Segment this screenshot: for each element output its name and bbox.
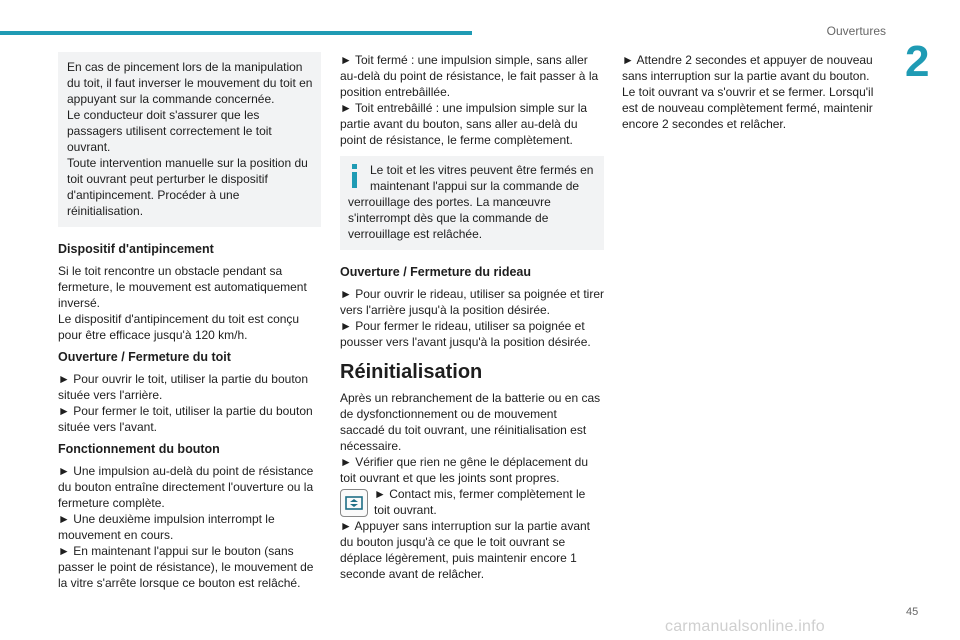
roof-heading: Ouverture / Fermeture du toit	[58, 350, 231, 364]
body-paragraph: ► Toit entrebâillé : une impulsion simple sur la partie avant du bouton, sans aller au-delà du point de résistance, le ferme complètement.	[340, 101, 588, 147]
info-text: Le toit et les vitres peuvent être fermés en maintenant l'appui sur la commande de verrouillage des portes. La manœuvre s'interrompt dès que la commande de verrouillage est relâchée.	[348, 163, 594, 241]
reset-paragraph: ► Vérifier que rien ne gêne le déplacement du toit ouvrant et que les joints sont propres.	[340, 455, 589, 485]
body-paragraph: ► Attendre 2 secondes et appuyer de nouveau sans interruption sur la partie avant du bouton.	[622, 53, 873, 83]
header-accent-bar	[0, 31, 472, 35]
reset-paragraph: Après un rebranchement de la batterie ou en cas de dysfonctionnement ou de mouvement saccadé du toit ouvrant, une réinitialisation est nécessaire.	[340, 391, 601, 453]
note-paragraph: En cas de pincement lors de la manipulation du toit, il faut inverser le mouvement du toit en appuyant sur la commande concernée.	[67, 60, 313, 106]
chapter-number: 2	[905, 37, 930, 86]
reset-paragraph: ► Contact mis, fermer complètement le toit ouvrant.	[374, 487, 586, 517]
button-paragraph: ► Une impulsion au-delà du point de résistance du bouton entraîne directement l'ouverture ou la fermeture complète.	[58, 464, 314, 510]
antipinch-paragraph: Si le toit rencontre un obstacle pendant sa fermeture, le mouvement est automatiquement inversé.	[58, 264, 307, 310]
antipinch-heading: Dispositif d'antipincement	[58, 242, 214, 256]
roof-paragraph: ► Pour fermer le toit, utiliser la partie du bouton située vers l'avant.	[58, 404, 313, 434]
watermark: carmanualsonline.info	[665, 618, 825, 635]
button-paragraph: ► Une deuxième impulsion interrompt le mouvement en cours.	[58, 512, 275, 542]
curtain-heading: Ouverture / Fermeture du rideau	[340, 265, 532, 279]
sunroof-button-icon	[340, 489, 368, 517]
body-paragraph: ► Toit fermé : une impulsion simple, sans aller au-delà du point de résistance, le fait passer à la position entrebâillée.	[340, 53, 599, 99]
reset-paragraph: ► Appuyer sans interruption sur la partie avant du bouton jusqu'à ce que le toit ouvrant se déplace légèrement, puis maintenir encore 1 seconde avant de relâcher.	[340, 519, 591, 581]
curtain-paragraph: ► Pour ouvrir le rideau, utiliser sa poignée et tirer vers l'arrière jusqu'à la position désirée.	[340, 287, 604, 317]
section-title: Ouvertures	[826, 24, 886, 38]
page-number: 45	[906, 606, 919, 618]
info-note	[340, 156, 604, 250]
curtain-paragraph: ► Pour fermer le rideau, utiliser sa poignée et pousser vers l'avant jusqu'à la position désirée.	[340, 319, 591, 349]
roof-paragraph: ► Pour ouvrir le toit, utiliser la partie du bouton située vers l'arrière.	[58, 372, 309, 402]
column-3	[622, 52, 884, 132]
note-paragraph: Toute intervention manuelle sur la position du toit ouvrant peut perturber le dispositif d'antipincement. Procéder à une réinitialisation.	[67, 156, 308, 218]
button-paragraph: ► En maintenant l'appui sur le bouton (sans passer le point de résistance), le mouvement de la vitre s'arrête lorsque ce bouton est relâché.	[58, 544, 314, 590]
column-1	[58, 52, 321, 591]
column-2	[340, 52, 604, 582]
warning-note	[58, 52, 321, 227]
note-paragraph: Le conducteur doit s'assurer que les passagers utilisent correctement le toit ouvrant.	[67, 108, 272, 154]
antipinch-paragraph: Le dispositif d'antipincement du toit est conçu pour être efficace jusqu'à 120 km/h.	[58, 312, 300, 342]
button-heading: Fonctionnement du bouton	[58, 442, 220, 456]
info-icon	[348, 164, 362, 188]
body-paragraph: Le toit ouvrant va s'ouvrir et se fermer. Lorsqu'il est de nouveau complètement fermé, maintenir encore 2 secondes et relâcher.	[622, 85, 874, 131]
reset-heading: Réinitialisation	[340, 361, 483, 383]
